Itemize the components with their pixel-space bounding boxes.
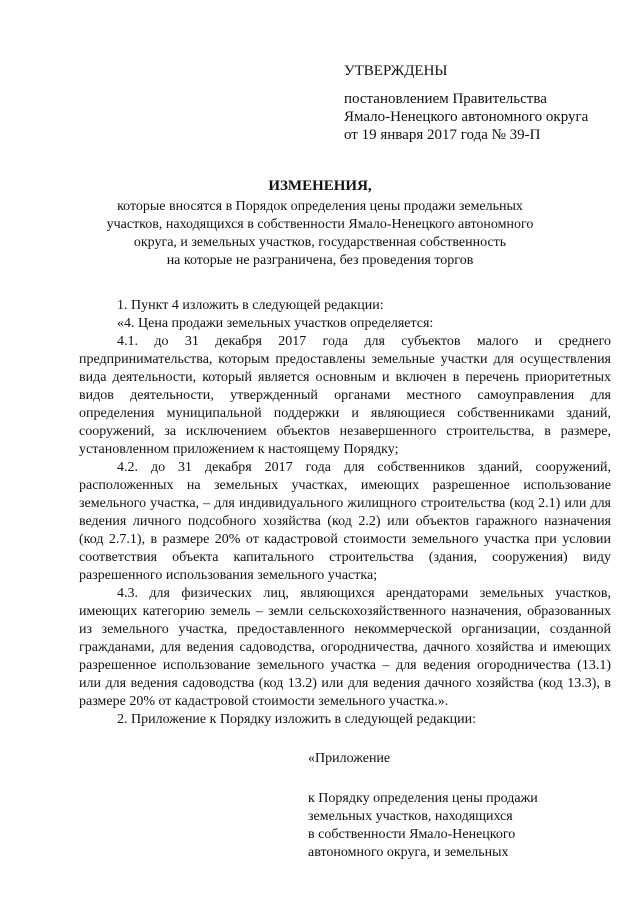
appendix-line: к Порядку определения цены продажи xyxy=(308,791,538,806)
appendix-line: в собственности Ямало-Ненецкого xyxy=(308,827,516,842)
heading-subtitle-line: участков, находящихся в собственности Ямало-Ненецкого автономного xyxy=(106,217,534,232)
document-body xyxy=(79,297,611,729)
document-heading xyxy=(0,176,640,270)
appendix-line: земельных участков, находящихся xyxy=(308,809,513,824)
appendix-title: «Приложение xyxy=(308,751,391,766)
approval-block xyxy=(344,62,588,144)
paragraph-item-4-intro: «4. Цена продажи земельных участков определяется: xyxy=(117,316,434,331)
heading-subtitle-line: на которые не разграничена, без проведения торгов xyxy=(166,253,474,268)
heading-subtitle xyxy=(0,198,640,270)
appendix-line: автономного округа, и земельных xyxy=(308,845,509,860)
paragraph-item-4-1: 4.1. до 31 декабря 2017 года для субъектов малого и среднего предпринимательства, которым предоставлены земельные участки для осуществления вида деятельности, который является основным и включен в перечень приоритетных видов деятельности, утвержденный органами местного самоуправления для определения муниципальной поддержки и являющиеся собственниками зданий, сооружений, за исключением объектов незавершенного строительства, в размере, установленном приложением к настоящему Порядку; xyxy=(79,334,611,457)
appendix-block xyxy=(308,750,538,862)
paragraph-item-4-3: 4.3. для физических лиц, являющихся арендаторами земельных участков, имеющих категорию земель – земли сельскохозяйственного назначения, образованных из земельного участка, предоставленного некоммерческой организации, созданной гражданами, для ведения садоводства, огородничества, дачного хозяйства и имеющих разрешенное использование земельного участка – для ведения огородничества (13.1) или для ведения садоводства (код 13.2) или для ведения дачного хозяйства (код 13.3), в размере 20% от кадастровой стоимости земельного участка.». xyxy=(79,586,611,709)
paragraph-item-2: 2. Приложение к Порядку изложить в следующей редакции: xyxy=(117,712,476,727)
heading-subtitle-line: которые вносятся в Порядок определения цены продажи земельных xyxy=(117,199,523,214)
approval-line: Ямало-Ненецкого автономного округа xyxy=(344,109,589,125)
approval-line: от 19 января 2017 года № 39-П xyxy=(344,127,541,143)
paragraph-item-1: 1. Пункт 4 изложить в следующей редакции: xyxy=(117,298,384,313)
approval-title: УТВЕРЖДЕНЫ xyxy=(344,63,448,79)
paragraph-item-4-2: 4.2. до 31 декабря 2017 года для собственников зданий, сооружений, расположенных на земельных участках, имеющих разрешенное использование земельного участка, – для индивидуального жилищного строительства (код 2.1) или для ведения личного подсобного хозяйства (код 2.2) или объектов гаражного назначения (код 2.7.1), в размере 20% от кадастровой стоимости земельного участка при условии соответствия объекта капитального строительства (здания, сооружения) виду разрешенного использования земельного участка; xyxy=(79,460,611,583)
approval-line: постановлением Правительства xyxy=(344,91,547,107)
heading-title: ИЗМЕНЕНИЯ, xyxy=(268,178,372,194)
heading-subtitle-line: округа, и земельных участков, государственная собственность xyxy=(133,235,507,250)
